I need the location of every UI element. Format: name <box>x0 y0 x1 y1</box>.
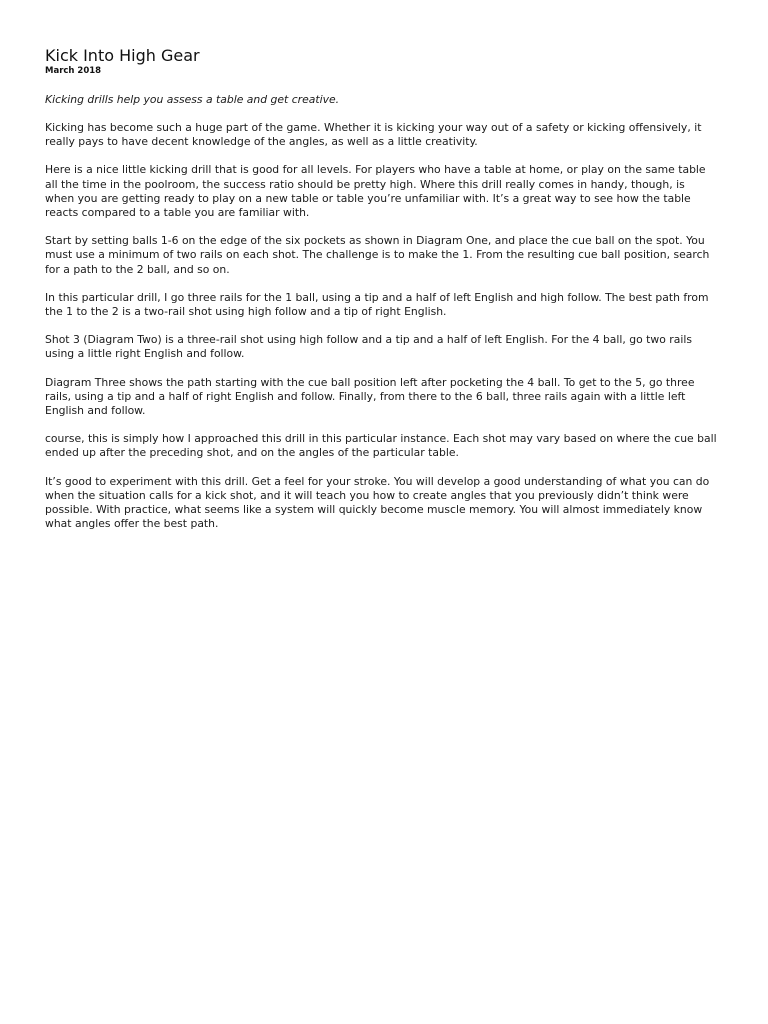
article <box>45 46 717 531</box>
paragraph-7: course, this is simply how I approached this drill in this particular instance. Each shot may vary based on where the cue ball ended up after the preceding shot, and on the angles of the particular table. <box>45 432 717 460</box>
paragraph-8: It’s good to experiment with this drill. Get a feel for your stroke. You will develop a good understanding of what you can do when the situation calls for a kick shot, and it will teach you how to create angles that you previously didn’t think were possible. With practice, what seems like a system will quickly become muscle memory. You will almost immediately know what angles offer the best path. <box>45 474 710 531</box>
article-subtitle: Kicking drills help you assess a table and get creative. <box>45 93 340 106</box>
paragraph-2: Here is a nice little kicking drill that is good for all levels. For players who have a table at home, or play on the same table all the time in the poolroom, the success ratio should be pretty high. Where this drill really comes in handy, though, is when you are getting ready to play on a new table or table you’re unfamiliar with. It’s a great way to see how the table reacts compared to a table you are familiar with. <box>45 163 706 220</box>
paragraph-5: Shot 3 (Diagram Two) is a three-rail shot using high follow and a tip and a half of left English. For the 4 ball, go two rails using a little right English and follow. <box>45 333 692 361</box>
paragraph-3: Start by setting balls 1-6 on the edge of the six pockets as shown in Diagram One, and place the cue ball on the spot. You must use a minimum of two rails on each shot. The challenge is to make the 1. From the resulting cue ball position, search for a path to the 2 ball, and so on. <box>45 234 710 276</box>
paragraph-4: In this particular drill, I go three rails for the 1 ball, using a tip and a half of left English and high follow. The best path from the 1 to the 2 is a two-rail shot using high follow and a tip of right English. <box>45 290 709 319</box>
paragraph-6: Diagram Three shows the path starting with the cue ball position left after pocketing the 4 ball. To get to the 5, go three rails, using a tip and a half of right English and follow. Finally, from there to the 6 ball, three rails again with a little left English and follow. <box>45 375 695 418</box>
article-title: Kick Into High Gear <box>45 46 200 65</box>
article-date: March 2018 <box>45 66 102 76</box>
paragraph-1: Kicking has become such a huge part of the game. Whether it is kicking your way out of a safety or kicking offensively, it really pays to have decent knowledge of the angles, as well as a little creativity. <box>45 121 702 149</box>
